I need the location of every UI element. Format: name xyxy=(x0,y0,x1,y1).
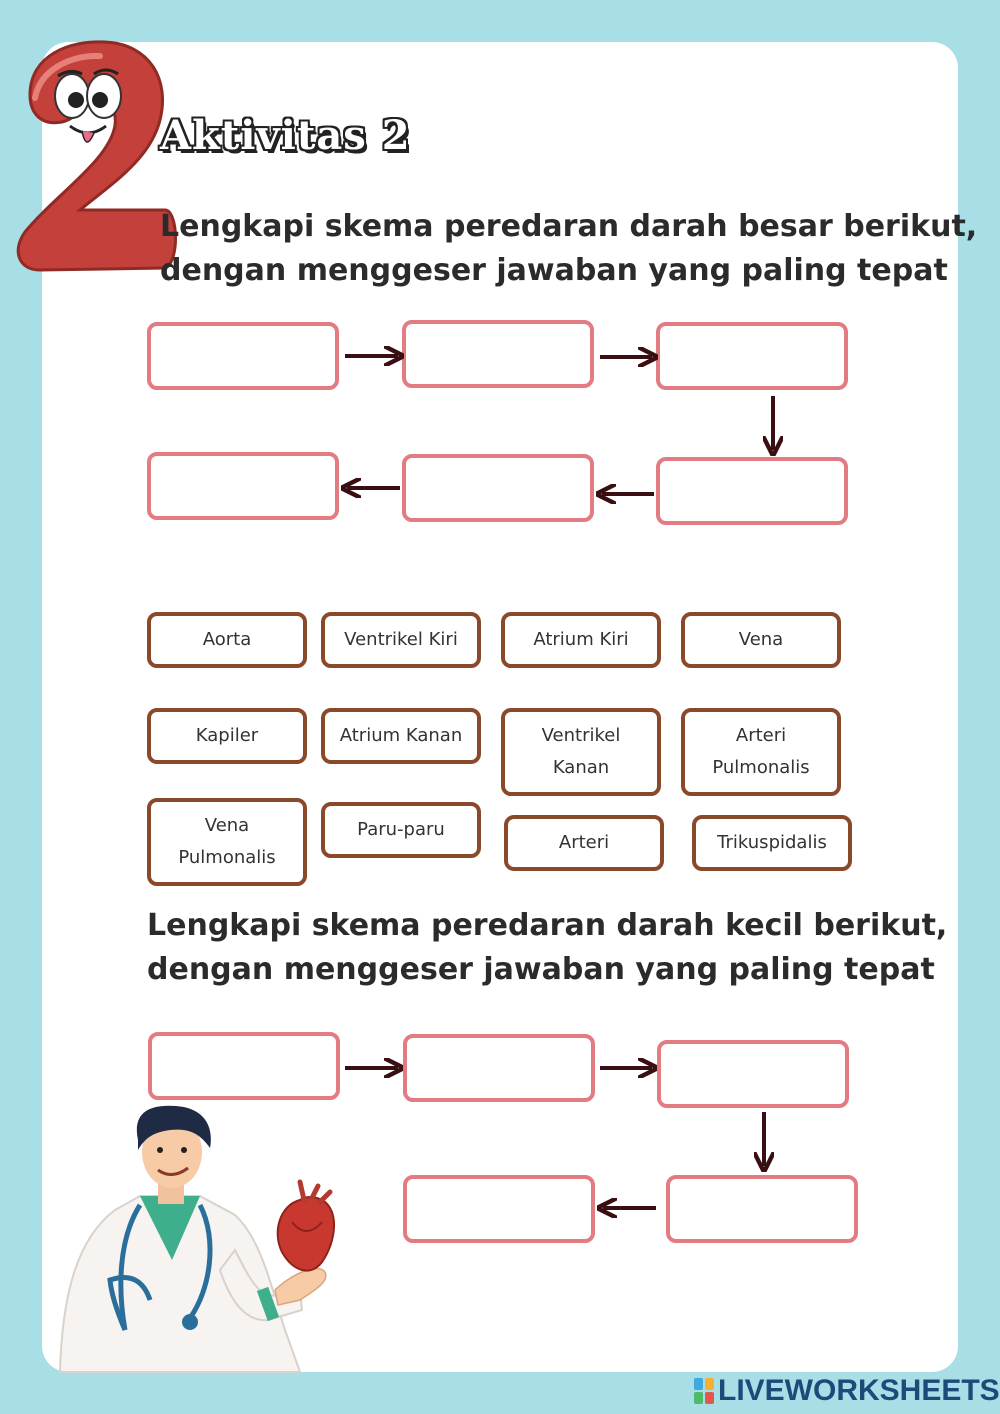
instruction-line-2: dengan menggeser jawaban yang paling tepat xyxy=(147,952,935,987)
liveworksheets-logo[interactable] xyxy=(694,1374,1000,1408)
liveworksheets-logo-icon xyxy=(694,1378,714,1404)
instruction-line-1: Lengkapi skema peredaran darah kecil berikut, xyxy=(147,908,948,943)
choice-chip[interactable]: Trikuspidalis xyxy=(692,815,852,871)
instruction-line-1: Lengkapi skema peredaran darah besar berikut, xyxy=(160,209,978,244)
choice-chip[interactable]: Paru-paru xyxy=(321,802,481,858)
choice-chip[interactable]: Kapiler xyxy=(147,708,307,764)
instruction-line-2: dengan menggeser jawaban yang paling tepat xyxy=(160,253,948,288)
choice-chip[interactable]: Atrium Kiri xyxy=(501,612,661,668)
choice-chip[interactable]: Arteri Pulmonalis xyxy=(681,708,841,796)
choice-chip[interactable]: Vena xyxy=(681,612,841,668)
activity-title: Aktivitas 2 xyxy=(160,112,411,159)
logo-text: LIVEWORKSHEETS xyxy=(718,1374,1000,1407)
choice-chip[interactable]: Ventrikel Kiri xyxy=(321,612,481,668)
choice-chip[interactable]: Vena Pulmonalis xyxy=(147,798,307,886)
choice-chip[interactable]: Ventrikel Kanan xyxy=(501,708,661,796)
choice-chip[interactable]: Arteri xyxy=(504,815,664,871)
choice-chip[interactable]: Atrium Kanan xyxy=(321,708,481,764)
choice-chip[interactable]: Aorta xyxy=(147,612,307,668)
